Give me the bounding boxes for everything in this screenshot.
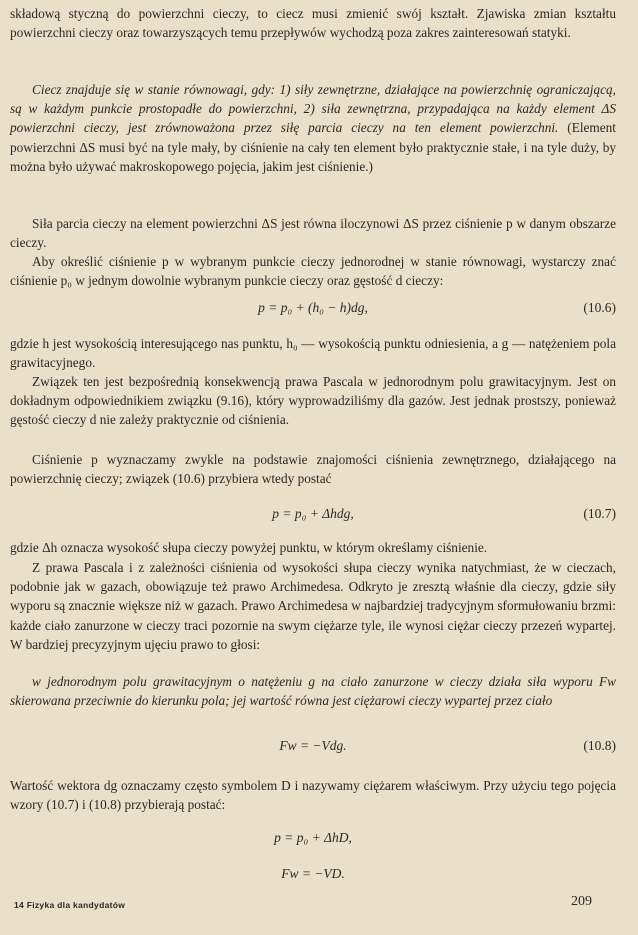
paragraph-2 bbox=[10, 80, 616, 176]
paragraph-3: Siła parcia cieczy na element powierzchni ΔS jest równa iloczynowi ΔS przez ciśnienie p w danym obszarze cieczy. bbox=[10, 216, 616, 251]
paragraph-1 bbox=[10, 4, 616, 42]
paragraph-6: Związek ten jest bezpośrednią konsekwencją prawa Pascala w jednorodnym polu grawitacyjnym. Jest on dokładnym odpowiednikiem związku (9.16), który wyprowadziliśmy dla gazów. Jest jednak prostszy, ponieważ gęstość cieczy d nie zależy praktycznie od ciśnienia. bbox=[10, 374, 616, 428]
equation-formula: p = p₀ + (h₀ − h)dg, bbox=[258, 300, 368, 315]
equation-formula: Fw = −Vdg. bbox=[279, 738, 347, 753]
equation-pressure-specific-weight bbox=[10, 830, 616, 850]
paragraph-8: gdzie Δh oznacza wysokość słupa cieczy powyżej punktu, w którym określamy ciśnienie. bbox=[10, 540, 488, 555]
footer-signature: 14 Fizyka dla kandydatów bbox=[14, 900, 126, 910]
paragraph-4: Aby określić ciśnienie p w wybranym punkcie cieczy jednorodnej w stanie równowagi, wystarczy znać ciśnienie p₀ w jednym dowolnie wybranym punkcie cieczy oraz gęstość d cieczy: bbox=[10, 254, 616, 289]
page-number: 209 bbox=[571, 894, 592, 909]
equation-formula: p = p₀ + Δhdg, bbox=[272, 506, 354, 521]
equilibrium-note: (Element powierzchni ΔS musi być na tyle mały, by ciśnienie na cały ten element było praktycznie stałe, i na tyle duży, by można było używać makroskopowego pojęcia, jakim jest ciśnienie.) bbox=[10, 120, 616, 174]
paragraph-11: Wartość wektora dg oznaczamy często symbolem D i nazywamy ciężarem właściwym. Przy użyciu tego pojęcia wzory (10.7) i (10.8) przybierają postać: bbox=[10, 778, 616, 813]
equation-10-7 bbox=[10, 506, 616, 526]
equation-buoyancy-specific-weight bbox=[10, 866, 616, 886]
equation-formula: Fw = −VD. bbox=[281, 866, 345, 881]
equation-formula: p = p₀ + ΔhD, bbox=[274, 830, 352, 845]
paragraph-5: gdzie h jest wysokością interesującego nas punktu, h₀ — wysokością punktu odniesienia, a g — natężeniem pola grawitacyjnego. bbox=[10, 336, 616, 371]
equation-number: (10.8) bbox=[583, 738, 616, 753]
paragraph-text: składową styczną do powierzchni cieczy, to ciecz musi zmienić swój kształt. Zjawiska zmian kształtu powierzchni cieczy oraz towarzyszących temu przepływów wychodzą poza zakres zainteresowań statyki. bbox=[10, 6, 616, 41]
paragraph-10: w jednorodnym polu grawitacyjnym o natężeniu g na ciało zanurzone w cieczy działa siła wyporu Fw skierowana przeciwnie do kierunku pola; jej wartość równa jest ciężarowi cieczy wypartej przez ciało bbox=[10, 674, 616, 709]
equation-number: (10.6) bbox=[583, 300, 616, 315]
equation-number: (10.7) bbox=[583, 506, 616, 521]
equilibrium-condition-italic: Ciecz znajduje się w stanie równowagi, gdy: 1) siły zewnętrzne, działające na powierzchnię ograniczającą, są w każdym punkcie prostopadłe do powierzchni, 2) siła zewnętrzna, przypadająca na każdy element ΔS powierzchni cieczy, jest zrównoważona przez siłę parcia cieczy na ten element powierzchni. bbox=[10, 82, 616, 136]
equation-10-8 bbox=[10, 738, 616, 758]
paragraph-9: Z prawa Pascala i z zależności ciśnienia od wysokości słupa cieczy wynika natychmiast, że w cieczach, podobnie jak w gazach, obowiązuje też prawo Archimedesa. Odkryto je zresztą właśnie dla cieczy, gdzie siły wyporu są znacznie większe niż w gazach. Prawo Archimedesa w najbardziej tradycyjnym sformułowaniu brzmi: każde ciało zanurzone w cieczy traci pozornie na swym ciężarze tyle, ile wynosi ciężar cieczy przezeń wypartej. W bardziej precyzyjnym ujęciu prawo to głosi: bbox=[10, 560, 616, 652]
paragraph-7: Ciśnienie p wyznaczamy zwykle na podstawie znajomości ciśnienia zewnętrznego, działającego na powierzchnię cieczy; związek (10.6) przybiera wtedy postać bbox=[10, 452, 616, 487]
equation-10-6 bbox=[10, 300, 616, 320]
